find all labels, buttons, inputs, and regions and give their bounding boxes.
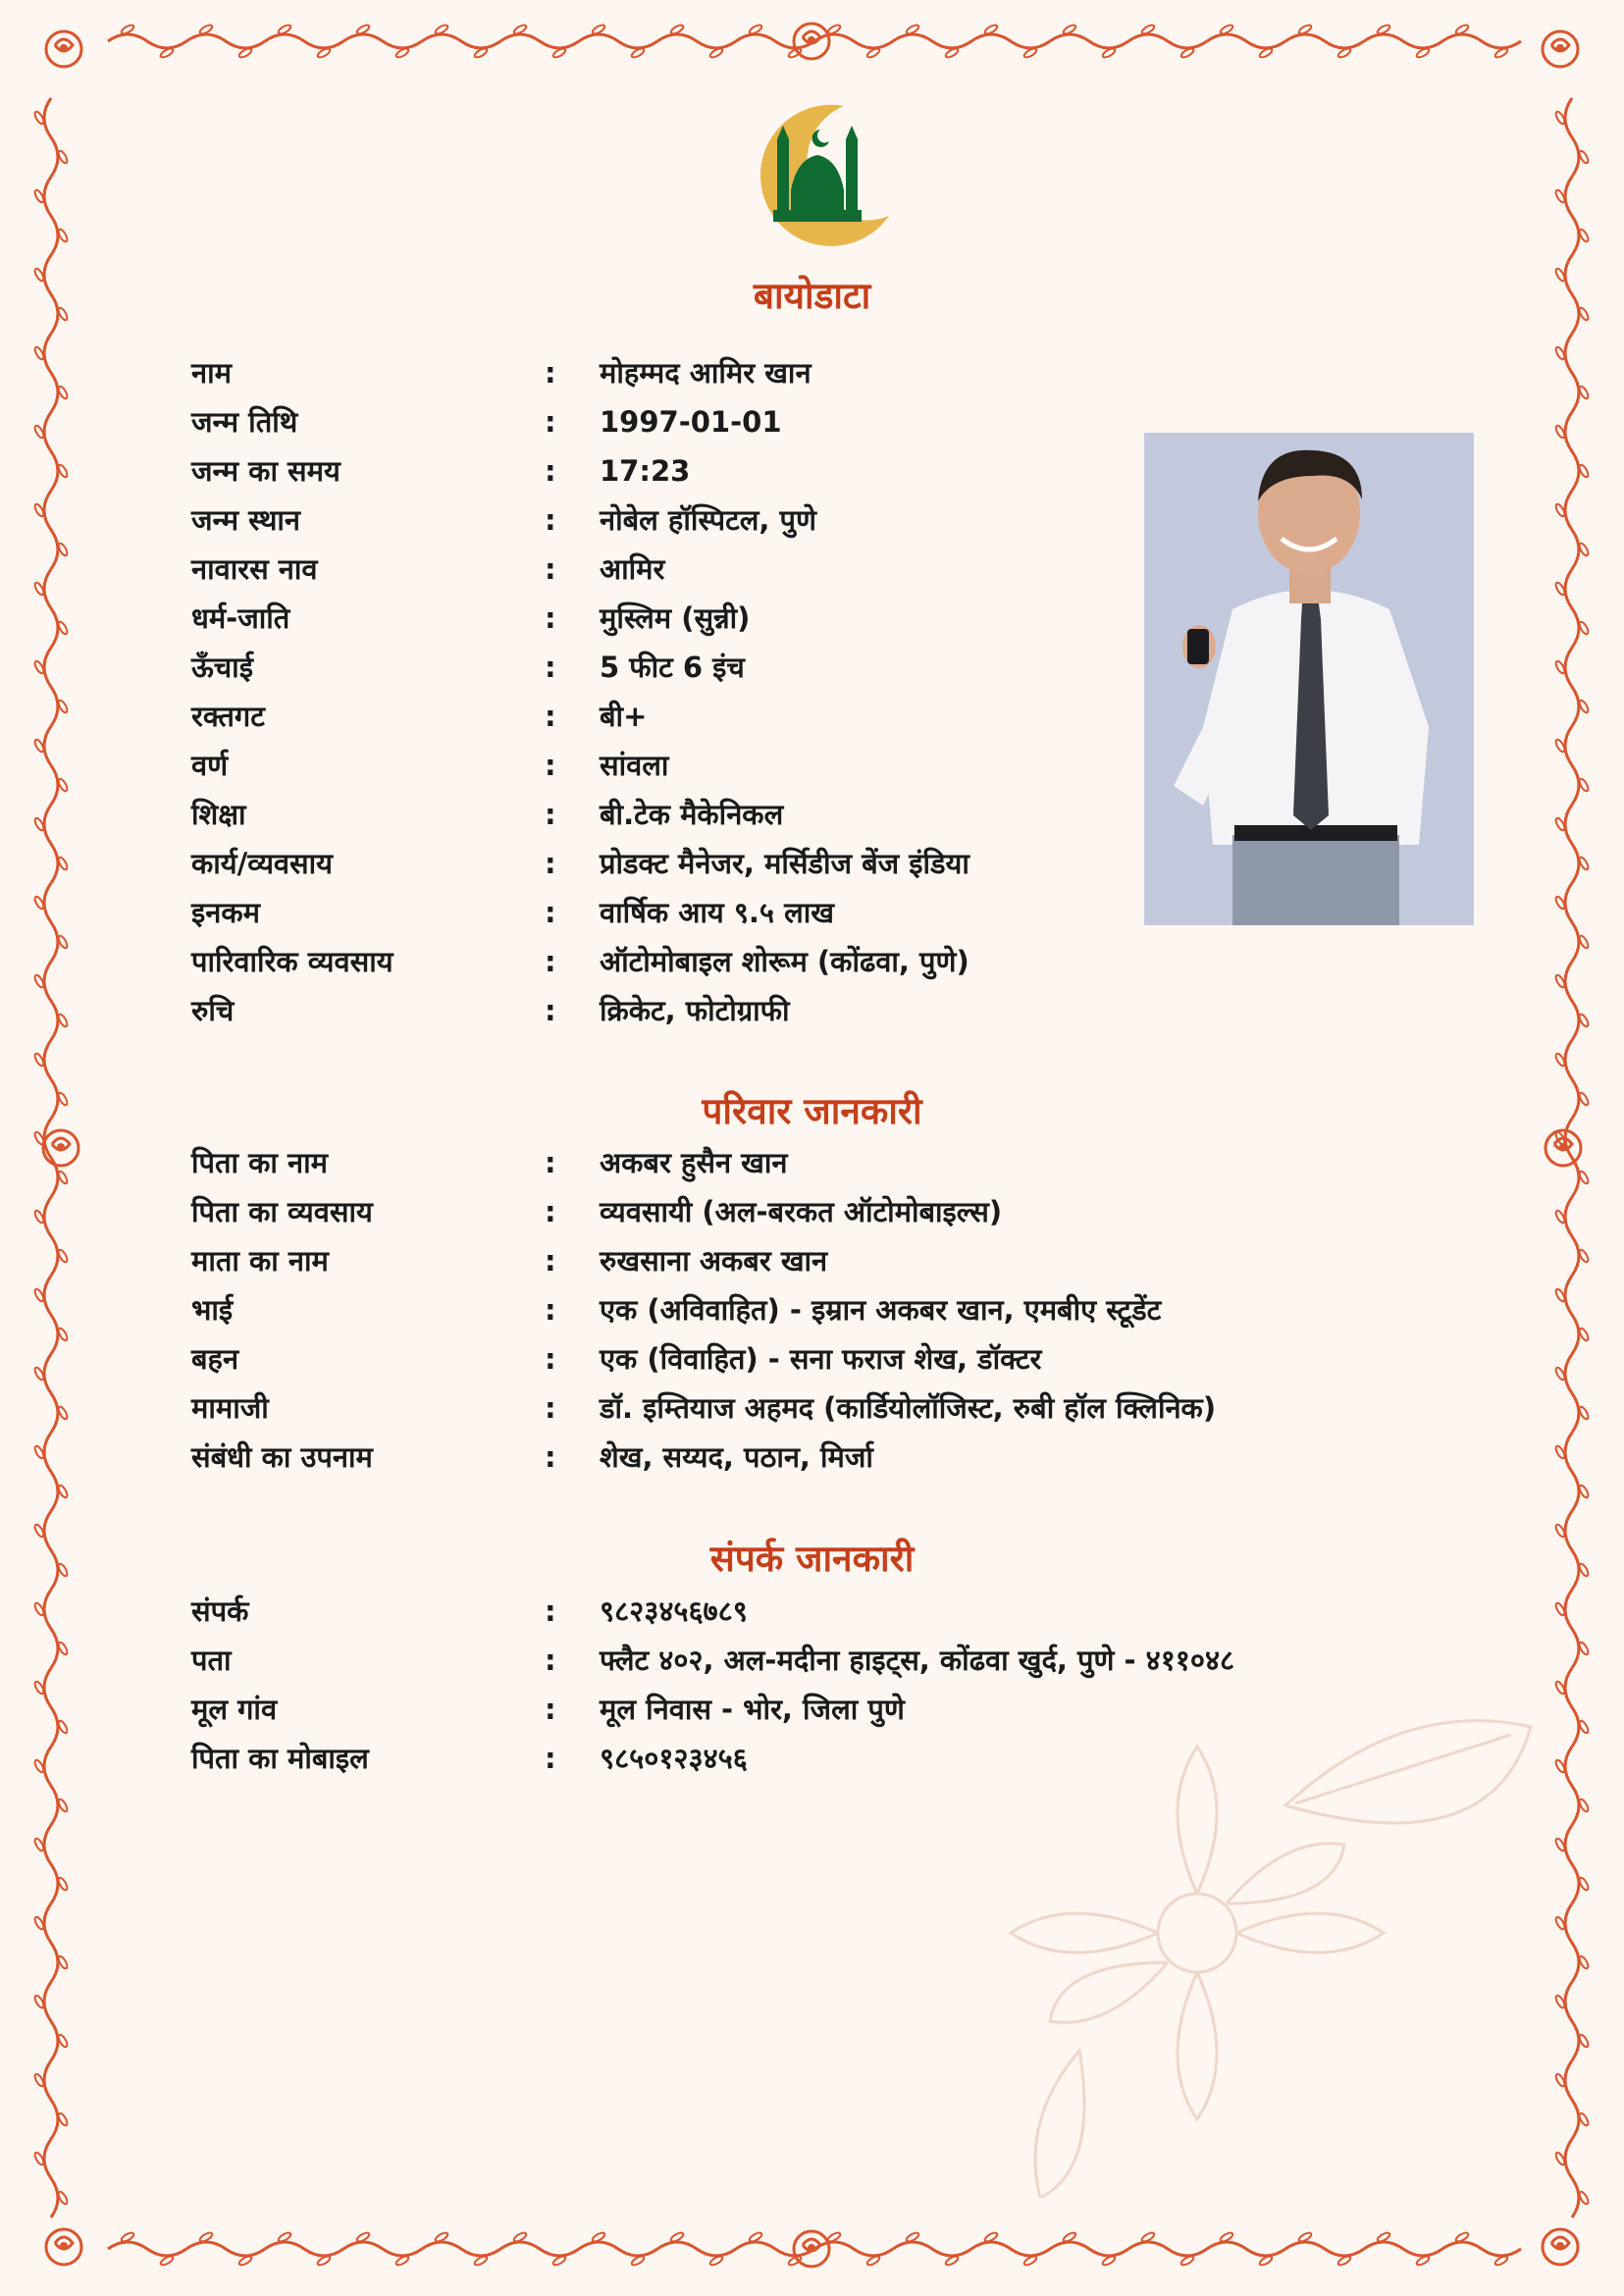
separator: : bbox=[545, 1644, 556, 1677]
separator: : bbox=[545, 847, 556, 880]
detail-value: बी+ bbox=[600, 700, 648, 733]
separator: : bbox=[545, 651, 556, 684]
detail-label: पिता का व्यवसाय bbox=[191, 1195, 373, 1228]
contact-section-title: संपर्क जानकारी bbox=[709, 1538, 915, 1580]
floral-watermark bbox=[962, 1688, 1550, 2198]
detail-value: ऑटोमोबाइल शोरूम (कोंढवा, पुणे) bbox=[600, 945, 969, 978]
detail-value: क्रिकेट, फोटोग्राफी bbox=[600, 994, 790, 1027]
detail-value: ९८२३४५६७८९ bbox=[600, 1594, 748, 1628]
page-title: बायोडाटा bbox=[753, 275, 871, 317]
separator: : bbox=[545, 405, 556, 439]
separator: : bbox=[545, 1391, 556, 1425]
detail-label: धर्म-जाति bbox=[191, 601, 290, 635]
separator: : bbox=[545, 700, 556, 733]
detail-value: फ्लैट ४०२, अल-मदीना हाइट्स, कोंढवा खुर्द, पुणे - ४११०४८ bbox=[600, 1644, 1235, 1677]
separator: : bbox=[545, 994, 556, 1027]
detail-value: शेख, सय्यद, पठान, मिर्जा bbox=[600, 1440, 873, 1474]
separator: : bbox=[545, 503, 556, 537]
detail-value: नोबेल हॉस्पिटल, पुणे bbox=[600, 503, 816, 537]
detail-label: संबंधी का उपनाम bbox=[191, 1440, 373, 1474]
separator: : bbox=[545, 1594, 556, 1628]
detail-value: अकबर हुसैन खान bbox=[600, 1146, 788, 1179]
separator: : bbox=[545, 1440, 556, 1474]
detail-label: माता का नाम bbox=[191, 1244, 329, 1278]
detail-label: पिता का नाम bbox=[191, 1146, 328, 1179]
separator: : bbox=[545, 1146, 556, 1179]
detail-label: इनकम bbox=[191, 896, 260, 929]
family-section-title: परिवार जानकारी bbox=[702, 1090, 922, 1132]
detail-label: संपर्क bbox=[191, 1594, 249, 1628]
separator: : bbox=[545, 356, 556, 390]
separator: : bbox=[545, 896, 556, 929]
detail-label: जन्म तिथि bbox=[191, 405, 298, 439]
detail-value: 5 फीट 6 इंच bbox=[600, 651, 745, 684]
separator: : bbox=[545, 1693, 556, 1726]
detail-value: डॉ. इम्तियाज अहमद (कार्डियोलॉजिस्ट, रुबी हॉल क्लिनिक) bbox=[600, 1391, 1217, 1425]
detail-label: शिक्षा bbox=[191, 798, 246, 831]
separator: : bbox=[545, 601, 556, 635]
separator: : bbox=[545, 1742, 556, 1775]
detail-value: ९८५०१२३४५६ bbox=[600, 1742, 748, 1775]
separator: : bbox=[545, 1342, 556, 1376]
detail-label: जन्म का समय bbox=[191, 454, 341, 488]
detail-value: मोहम्मद आमिर खान bbox=[600, 356, 812, 390]
detail-value: मूल निवास - भोर, जिला पुणे bbox=[600, 1693, 905, 1726]
separator: : bbox=[545, 1293, 556, 1327]
separator: : bbox=[545, 945, 556, 978]
detail-label: पारिवारिक व्यवसाय bbox=[191, 945, 393, 978]
detail-value: एक (अविवाहित) - इम्रान अकबर खान, एमबीए स्टूडेंट bbox=[600, 1293, 1162, 1327]
detail-label: नाम bbox=[191, 356, 232, 390]
detail-label: पता bbox=[191, 1644, 232, 1677]
separator: : bbox=[545, 1195, 556, 1228]
detail-value: बी.टेक मैकेनिकल bbox=[600, 798, 784, 831]
detail-label: बहन bbox=[191, 1342, 239, 1376]
detail-value: सांवला bbox=[600, 749, 669, 782]
separator: : bbox=[545, 749, 556, 782]
detail-value: प्रोडक्ट मैनेजर, मर्सिडीज बेंज इंडिया bbox=[600, 847, 969, 880]
detail-label: रुचि bbox=[191, 994, 235, 1027]
detail-label: जन्म स्थान bbox=[191, 503, 301, 537]
separator: : bbox=[545, 454, 556, 488]
detail-value: रुखसाना अकबर खान bbox=[600, 1244, 828, 1278]
separator: : bbox=[545, 798, 556, 831]
separator: : bbox=[545, 552, 556, 586]
detail-label: मूल गांव bbox=[191, 1693, 278, 1726]
detail-label: पिता का मोबाइल bbox=[191, 1742, 369, 1775]
detail-label: रक्तगट bbox=[191, 700, 265, 733]
detail-label: मामाजी bbox=[191, 1391, 269, 1425]
mosque-crescent-logo bbox=[726, 100, 903, 247]
detail-value: व्यवसायी (अल-बरकत ऑटोमोबाइल्स) bbox=[600, 1195, 1003, 1228]
separator: : bbox=[545, 1244, 556, 1278]
detail-value: मुस्लिम (सुन्नी) bbox=[600, 601, 751, 635]
detail-value: वार्षिक आय ९.५ लाख bbox=[600, 896, 834, 929]
detail-label: भाई bbox=[191, 1293, 234, 1327]
detail-label: ऊँचाई bbox=[191, 651, 253, 684]
detail-value: एक (विवाहित) - सना फराज शेख, डॉक्टर bbox=[600, 1342, 1042, 1376]
detail-label: वर्ण bbox=[191, 749, 229, 782]
detail-value: 17:23 bbox=[600, 454, 691, 488]
detail-label: नावारस नाव bbox=[191, 552, 318, 586]
profile-photo bbox=[1144, 433, 1474, 925]
detail-value: आमिर bbox=[600, 552, 665, 586]
detail-value: 1997-01-01 bbox=[600, 405, 782, 439]
detail-label: कार्य/व्यवसाय bbox=[191, 847, 333, 880]
